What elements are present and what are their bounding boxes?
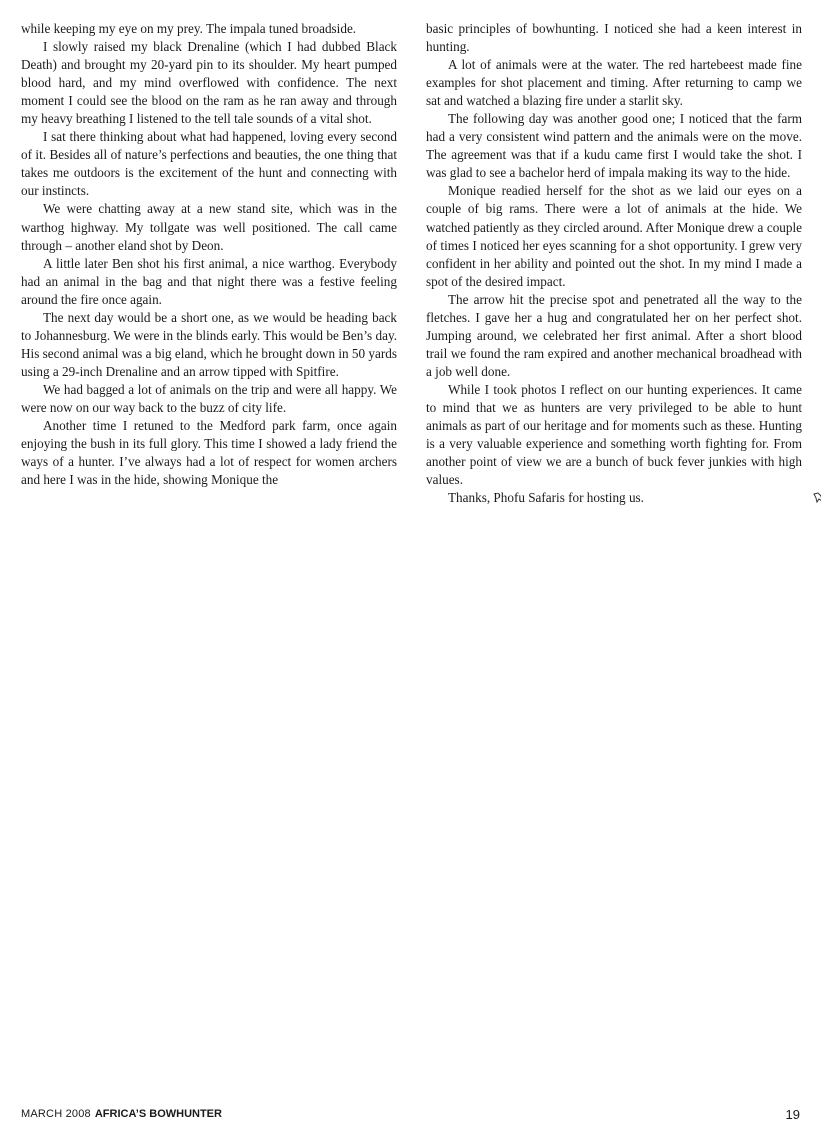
article-paragraph: basic principles of bowhunting. I noticed she had a keen interest in hunting. bbox=[426, 21, 802, 55]
article-paragraph: Monique readied herself for the shot as we laid our eyes on a couple of big rams. There were a lot of animals at the hide. We watched patiently as they circled around. After Monique drew a couple of times I noticed her eyes scanning for a shot opportunity. I grew very confident in her ability and pointed out the shot. In my mind I made a spot of the desired impact. bbox=[426, 183, 802, 289]
article-paragraph: Another time I retuned to the Medford park farm, once again enjoying the bush in its full glory. This time I showed a lady friend the ways of a hunter. I’ve always had a lot of respect for women archers and here I was in the hide, showing Monique the bbox=[21, 418, 397, 488]
article-paragraph: The arrow hit the precise spot and penetrated all the way to the fletches. I gave her a hug and congratulated her on her perfect shot. Jumping around, we celebrated her first animal. After a short blood trail we found the ram expired and another mechanical broadhead with a job well done. bbox=[426, 291, 802, 379]
article-paragraph: Thanks, Phofu Safaris for hosting us. bbox=[426, 489, 802, 507]
issue-date: MARCH 2008 bbox=[21, 1108, 91, 1120]
page-footer bbox=[21, 1106, 800, 1122]
article-paragraph: while keeping my eye on my prey. The impala tuned broadside. bbox=[21, 21, 357, 36]
article-column-left bbox=[21, 20, 397, 489]
article-paragraph: The following day was another good one; I noticed that the farm had a very consistent wind pattern and the animals were on the move. The agreement was that if a kudu came first I would take the shot. I was glad to see a bachelor herd of impala making its way to the hide. bbox=[426, 111, 802, 181]
article-paragraph: We were chatting away at a new stand site, which was in the warthog highway. My tollgate was well positioned. The call came through – another eland shot by Deon. bbox=[21, 201, 397, 253]
article-paragraph: While I took photos I reflect on our hunting experiences. It came to mind that we as hunters are very privileged to be able to hunt animals as part of our heritage and for moments such as these. Hunting is a very valuable experience and something worth fighting for. From another point of view we are a bunch of buck fever junkies with high values. bbox=[426, 381, 802, 488]
page-number: 19 bbox=[785, 1106, 800, 1122]
article-column-right bbox=[426, 20, 802, 507]
article-paragraph: A little later Ben shot his first animal, a nice warthog. Everybody had an animal in the bag and that night there was a festive feeling around the fire once again. bbox=[21, 255, 397, 307]
article-paragraph: I slowly raised my black Drenaline (which I had dubbed Black Death) and brought my 20-yard pin to its shoulder. My heart pumped blood hard, and my mind overflowed with confidence. The next moment I could see the blood on the ram as he ran away and through my heavy breathing I listened to the tell tale sounds of a vital shot. bbox=[21, 39, 397, 127]
article-paragraph: A lot of animals were at the water. The red hartebeest made fine examples for shot placement and timing. After returning to camp we sat and watched a blazing fire under a starlit sky. bbox=[426, 57, 802, 109]
footer-masthead bbox=[21, 1108, 222, 1120]
article-paragraph: I sat there thinking about what had happened, loving every second of it. Besides all of nature’s perfections and beauties, the one thing that takes me outdoors is the excitement of the hunt and connecting with our instincts. bbox=[21, 129, 397, 199]
article-paragraph: We had bagged a lot of animals on the trip and were all happy. We were now on our way back to the buzz of city life. bbox=[21, 381, 397, 415]
magazine-name: AFRICA’S BOWHUNTER bbox=[94, 1108, 222, 1120]
arrowhead-icon bbox=[790, 491, 802, 503]
article-paragraph: The next day would be a short one, as we would be heading back to Johannesburg. We were in the blinds early. This would be Ben’s day. His second animal was a big eland, which he brought down in 50 yards using a 29-inch Drenaline and an arrow tipped with Spitfire. bbox=[21, 309, 397, 379]
